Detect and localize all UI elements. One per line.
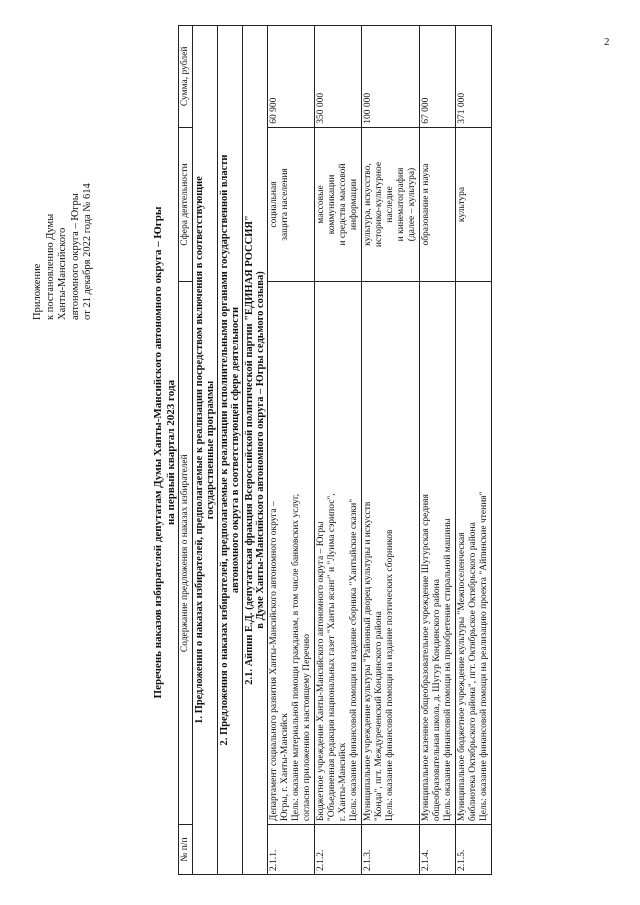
sphere-line: массовые	[316, 185, 326, 224]
content-line: Муниципальное бюджетное учреждение культуры "Межпоселенческая	[457, 532, 467, 822]
section-row	[243, 26, 268, 875]
appendix-block	[32, 20, 95, 320]
appendix-line: автономного округа – Югры	[69, 193, 81, 320]
section-line: государственные программы	[205, 380, 216, 520]
row-content	[315, 282, 362, 825]
table-row	[420, 26, 456, 875]
sphere-line: защита населения	[280, 168, 290, 241]
table-row	[456, 26, 492, 875]
sphere-line: наследие	[385, 186, 395, 223]
header-sum: Сумма, рублей	[179, 26, 193, 128]
table-row	[315, 26, 362, 875]
document-title	[152, 0, 178, 905]
content-line: библиотека Октябрьского района", пгт. Октябрьское Октябрьского района	[468, 522, 478, 822]
content-line: Департамент социального развития Ханты-Мансийского автономного округа –	[269, 501, 279, 822]
table-row	[268, 26, 315, 875]
row-sum: 60 900	[268, 26, 315, 128]
section-line: 1. Предложения о наказах избирателей, предполагаемые к реализации посредством включения в соответствующие	[194, 176, 205, 724]
content-line: "Конда", пгт. Междуреченский Кондинского района	[374, 611, 384, 822]
row-content	[362, 282, 420, 825]
row-sphere	[420, 127, 456, 282]
appendix-line: Приложение	[32, 263, 43, 320]
page-number: 2	[604, 36, 610, 48]
content-line: г. Ханты-Мансийск	[338, 742, 348, 822]
section-row	[193, 26, 218, 875]
content-line: Цель: оказание материальной помощи гражданам, в том числе банковских услуг,	[291, 493, 301, 822]
section-2-1	[243, 26, 268, 875]
header-sphere: Сфера деятельности	[179, 127, 193, 282]
mandates-table	[178, 25, 492, 875]
sphere-line: и кинематография	[396, 167, 406, 242]
sphere-line: социальная	[269, 181, 279, 228]
appendix-line: Ханты-Мансийского	[57, 227, 69, 320]
row-num: 2.1.1.	[268, 825, 315, 875]
content-line: Муниципальное казенное общеобразовательное учреждение Шугурская средняя	[421, 494, 431, 822]
sphere-line: образование и наука	[421, 163, 431, 246]
title-line: Перечень наказов избирателей депутатам Думы Ханты-Мансийского автономного округа – Югры	[152, 206, 164, 699]
sphere-line: культура, искусство,	[363, 163, 373, 246]
title-line: на первый квартал 2023 года	[165, 379, 177, 526]
header-num: № п/п	[179, 825, 193, 875]
row-sum: 67 000	[420, 26, 456, 128]
content-line: "Объединенная редакция национальных газет "Ханты ясанг" и "Луима сэрипос",	[327, 493, 337, 822]
row-content	[420, 282, 456, 825]
content-line: Бюджетное учреждение Ханты-Мансийского автономного округа – Югры	[316, 521, 326, 822]
table-header-row	[179, 26, 193, 875]
section-line: 2. Предложения о наказах избирателей, предполагаемые к реализации исполнительными органами государственной власти	[219, 154, 230, 746]
section-line: 2.1. Айпин Е.Д. (депутатская фракция Всероссийской политической партии "ЕДИНАЯ РОССИЯ"	[244, 215, 255, 685]
content-line: Муниципальное учреждение культуры "Районный дворец культуры и искусств	[363, 501, 373, 822]
row-content	[268, 282, 315, 825]
sphere-line: культура	[457, 186, 467, 223]
row-sum: 100 000	[362, 26, 420, 128]
row-sphere	[268, 127, 315, 282]
row-sphere	[362, 127, 420, 282]
row-num: 2.1.4.	[420, 825, 456, 875]
content-line: Цель: оказание финансовой помощи на приобретение стиральной машины	[443, 518, 453, 822]
row-num: 2.1.5.	[456, 825, 492, 875]
appendix-line: от 21 декабря 2022 года № 614	[82, 183, 94, 320]
row-num: 2.1.2.	[315, 825, 362, 875]
row-sphere	[315, 127, 362, 282]
content-line: Югры, г. Ханты-Мансийск	[280, 713, 290, 822]
header-content: Содержание предложения о наказах избирателей	[179, 282, 193, 825]
content-line: общеобразовательная школа, д. Шугур Кондинского района	[432, 579, 442, 822]
content-line: согласно приложению к настоящему Перечню	[302, 633, 312, 822]
row-sum: 371 000	[456, 26, 492, 128]
content-line: Цель: оказание финансовой помощи на издание сборника "Хантыйские сказки"	[349, 498, 359, 822]
sphere-line: историко-культурное	[374, 161, 384, 248]
section-line: в Думе Ханты-Мансийского автономного округа – Югры седьмого созыва)	[255, 271, 266, 629]
row-sum: 350 000	[315, 26, 362, 128]
appendix-line: к постановлению Думы	[44, 213, 56, 320]
table-row	[362, 26, 420, 875]
sphere-line: коммуникации	[327, 174, 337, 235]
row-content	[456, 282, 492, 825]
content-line: Цель: оказание финансовой помощи на издание поэтических сборников	[385, 529, 395, 822]
row-num: 2.1.3.	[362, 825, 420, 875]
section-1	[193, 26, 218, 875]
content-line: Цель: оказание финансовой помощи на реализацию проекта "Айпинские чтения"	[479, 491, 489, 822]
section-line: автономного округа в соответствующей сфере деятельности	[230, 306, 241, 594]
sphere-line: и средства массовой	[338, 163, 348, 246]
section-row	[218, 26, 243, 875]
sphere-line: информации	[349, 178, 359, 231]
sphere-line: (далее – культура)	[407, 167, 417, 242]
row-sphere	[456, 127, 492, 282]
section-2	[218, 26, 243, 875]
